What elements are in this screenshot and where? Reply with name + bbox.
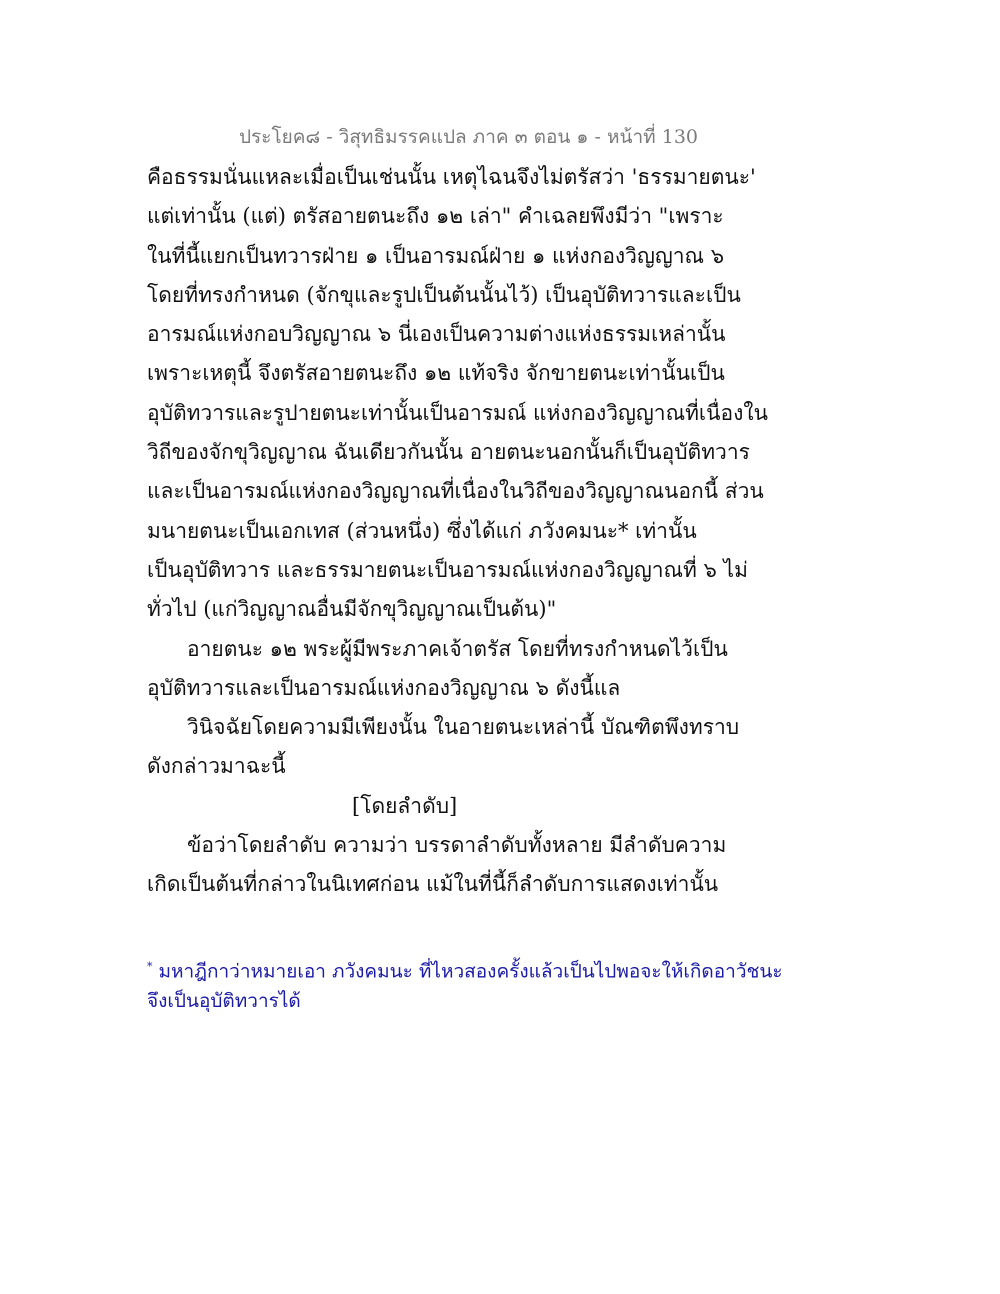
text-line: อายตนะ ๑๒ พระผู้มีพระภาคเจ้าตรัส โดยที่ทรงกำหนดไว้เป็น <box>187 636 728 661</box>
footnote <box>147 950 787 1018</box>
footnote-marker: * <box>147 960 153 973</box>
text-line: อุบัติทวารและเป็นอารมณ์แห่งกองวิญญาณ ๖ ดังนี้แล <box>147 675 621 700</box>
text-line: ทั่วไป (แก่วิญญาณอื่นมีจักขุวิญญาณเป็นต้น)" <box>147 597 557 622</box>
text-line: มนายตนะเป็นเอกเทส (ส่วนหนึ่ง) ซึ่งได้แก่ ภวังคมนะ* เท่านั้น <box>147 518 697 543</box>
text-line: อุบัติทวารและรูปายตนะเท่านั้นเป็นอารมณ์ แห่งกองวิญญาณที่เนื่องใน <box>147 400 768 425</box>
text-line: ดังกล่าวมาฉะนี้ <box>147 754 286 779</box>
text-line: เพราะเหตุนี้ จึงตรัสอายตนะถึง ๑๒ แท้จริง จักขายตนะเท่านั้นเป็น <box>147 361 725 386</box>
text-line: เกิดเป็นต้นที่กล่าวในนิเทศก่อน แม้ในที่นี้ก็ลำดับการแสดงเท่านั้น <box>147 872 719 897</box>
text-line: ข้อว่าโดยลำดับ ความว่า บรรดาลำดับทั้งหลาย มีลำดับความ <box>187 833 727 858</box>
text-line: คือธรรมนั่นแหละเมื่อเป็นเช่นนั้น เหตุไฉนจึงไม่ตรัสว่า 'ธรรมายตนะ' <box>147 165 756 189</box>
body-text <box>147 158 768 905</box>
text-line: ในที่นี้แยกเป็นทวารฝ่าย ๑ เป็นอารมณ์ฝ่าย ๑ แห่งกองวิญญาณ ๖ <box>147 243 725 268</box>
text-line: เป็นอุบัติทวาร และธรรมายตนะเป็นอารมณ์แห่งกองวิญญาณที่ ๖ ไม่ <box>147 557 748 582</box>
footnote-line: จึงเป็นอุบัติทวารได้ <box>147 990 301 1012</box>
text-line: แต่เท่านั้น (แต่) ตรัสอายตนะถึง ๑๒ เล่า" คำเฉลยพึงมีว่า "เพราะ <box>147 204 724 229</box>
text-line: วินิจฉัยโดยความมีเพียงนั้น ในอายตนะเหล่านี้ บัณฑิตพึงทราบ <box>187 715 740 740</box>
text-line: โดยที่ทรงกำหนด (จักขุและรูปเป็นต้นนั้นไว้) เป็นอุบัติทวารและเป็น <box>147 282 741 307</box>
footnote-text: มหาฎีกาว่าหมายเอา ภวังคมนะ ที่ไหวสองครั้งแล้วเป็นไปพอจะให้เกิดอาวัชนะ <box>158 960 783 983</box>
page-header: ประโยค๘ - วิสุทธิมรรคแปล ภาค ๓ ตอน ๑ - หน้าที่ 130 <box>238 126 698 148</box>
text-line: อารมณ์แห่งกอบวิญญาณ ๖ นี่เองเป็นความต่างแห่งธรรมเหล่านั้น <box>147 322 726 347</box>
text-line: วิถีของจักขุวิญญาณ ฉันเดียวกันนั้น อายตนะนอกนั้นก็เป็นอุบัติทวาร <box>147 440 750 465</box>
text-line: และเป็นอารมณ์แห่งกองวิญญาณที่เนื่องในวิถีของวิญญาณนอกนี้ ส่วน <box>147 479 764 504</box>
footnote-line <box>147 950 787 984</box>
section-heading: [โดยลำดับ] <box>352 793 458 818</box>
